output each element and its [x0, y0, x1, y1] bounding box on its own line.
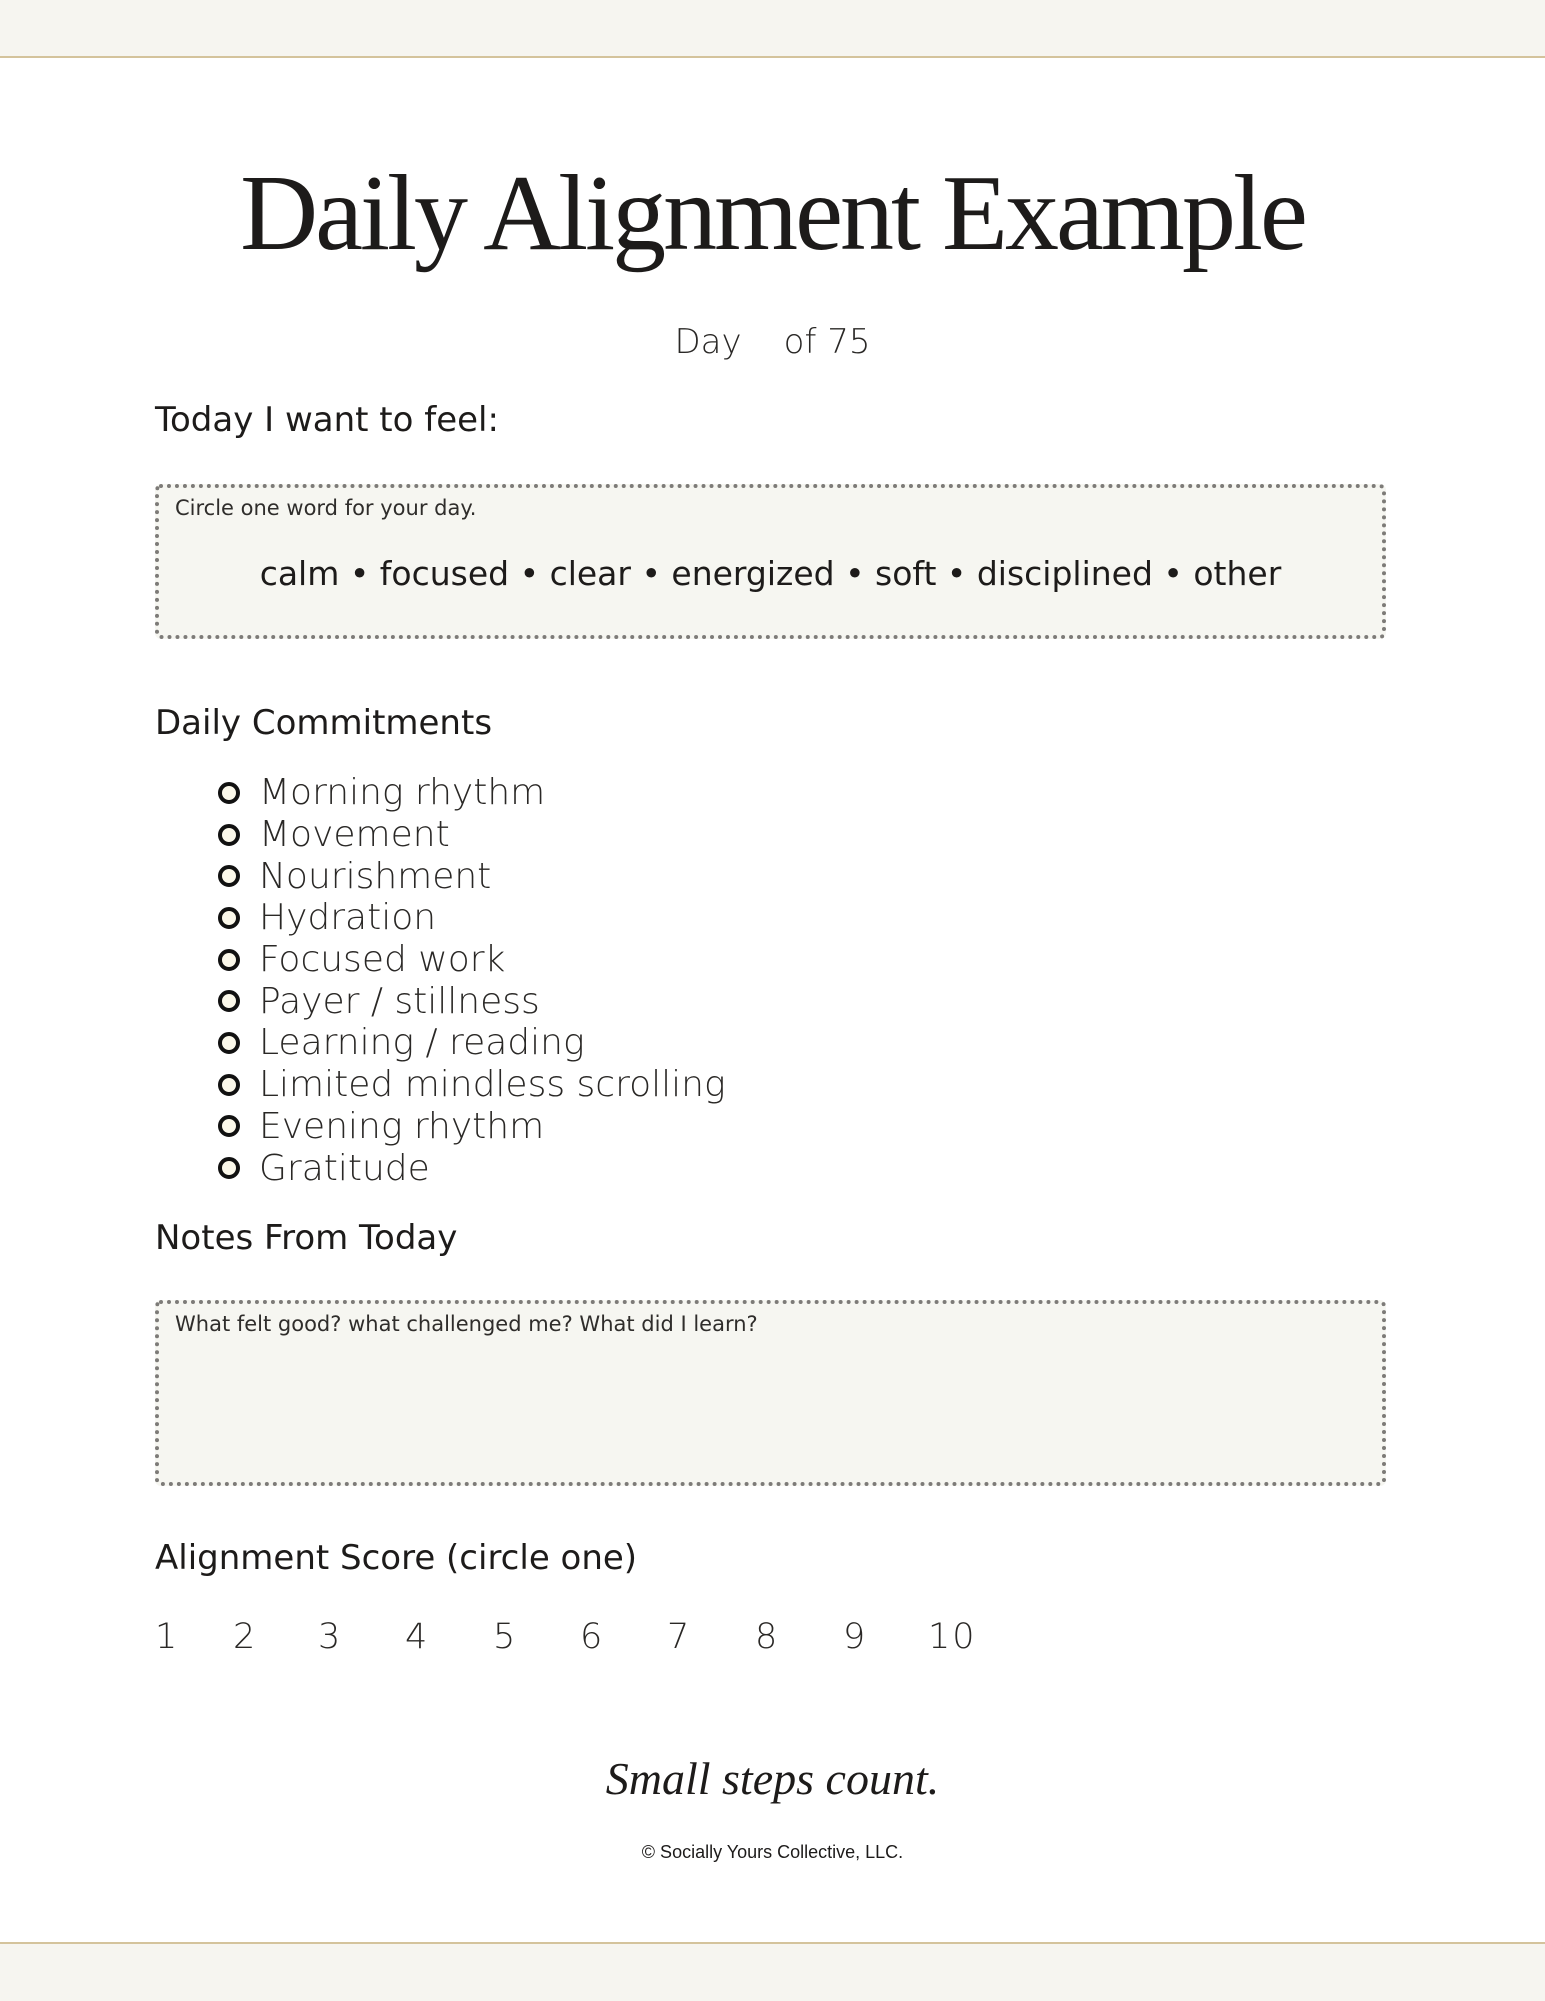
checkbox-circle-icon[interactable] [218, 1157, 240, 1179]
checkbox-circle-icon[interactable] [218, 1115, 240, 1137]
checkbox-circle-icon[interactable] [218, 865, 240, 887]
feel-box[interactable] [155, 484, 1386, 639]
checkbox-circle-icon[interactable] [218, 990, 240, 1012]
commitment-label: Evening rhythm [259, 1105, 545, 1147]
commitment-item[interactable] [218, 939, 726, 981]
score-option[interactable]: 2 [233, 1617, 258, 1657]
commitment-item[interactable] [218, 1022, 726, 1064]
commitment-label: Hydration [259, 897, 437, 939]
commitments-list [218, 772, 726, 1189]
notes-box[interactable] [155, 1300, 1386, 1486]
score-heading: Alignment Score (circle one) [155, 1538, 638, 1578]
commitment-item[interactable] [218, 1147, 726, 1189]
checkbox-circle-icon[interactable] [218, 1074, 240, 1096]
score-option[interactable]: 1 [155, 1617, 180, 1657]
checkbox-circle-icon[interactable] [218, 949, 240, 971]
score-option[interactable]: 3 [318, 1617, 343, 1657]
checkbox-circle-icon[interactable] [218, 907, 240, 929]
copyright-notice: © Socially Yours Collective, LLC. [641, 1842, 904, 1862]
score-option[interactable]: 8 [755, 1617, 780, 1657]
feel-word-options[interactable]: calm • focused • clear • energized • soft • disciplined • other [259, 554, 1282, 593]
tagline: Small steps count. [605, 1753, 940, 1804]
feel-hint: Circle one word for your day. [175, 496, 477, 520]
score-option[interactable]: 5 [493, 1617, 518, 1657]
checkbox-circle-icon[interactable] [218, 824, 240, 846]
commitment-label: Movement [259, 814, 450, 856]
commitment-item[interactable] [218, 980, 726, 1022]
feel-heading: Today I want to feel: [155, 400, 499, 440]
notes-heading: Notes From Today [155, 1218, 458, 1258]
score-option[interactable]: 9 [843, 1617, 868, 1657]
commitment-item[interactable] [218, 855, 726, 897]
commitment-label: Learning / reading [259, 1022, 585, 1064]
score-options [0, 1617, 1545, 1663]
score-option[interactable]: 6 [580, 1617, 605, 1657]
checkbox-circle-icon[interactable] [218, 1032, 240, 1054]
commitment-label: Morning rhythm [259, 772, 546, 814]
top-band [0, 0, 1545, 58]
commitment-item[interactable] [218, 897, 726, 939]
score-option[interactable]: 10 [928, 1617, 977, 1657]
commitment-label: Payer / stillness [259, 980, 540, 1022]
commitment-item[interactable] [218, 1106, 726, 1148]
score-option[interactable]: 7 [667, 1617, 692, 1657]
commitment-label: Focused work [259, 939, 506, 981]
score-option[interactable]: 4 [405, 1617, 430, 1657]
bottom-band [0, 1942, 1545, 2001]
day-total-label: of 75 [783, 322, 871, 362]
day-counter [0, 322, 1545, 362]
commitment-label: Nourishment [259, 855, 492, 897]
day-label: Day [674, 322, 742, 362]
commitment-label: Gratitude [259, 1147, 430, 1189]
notes-hint: What felt good? what challenged me? What did I learn? [175, 1312, 758, 1336]
commitments-heading: Daily Commitments [155, 703, 493, 743]
commitment-item[interactable] [218, 1064, 726, 1106]
checkbox-circle-icon[interactable] [218, 782, 240, 804]
commitment-item[interactable] [218, 814, 726, 856]
page-title: Daily Alignment Example [240, 154, 1305, 273]
commitment-label: Limited mindless scrolling [259, 1064, 726, 1106]
commitment-item[interactable] [218, 772, 726, 814]
